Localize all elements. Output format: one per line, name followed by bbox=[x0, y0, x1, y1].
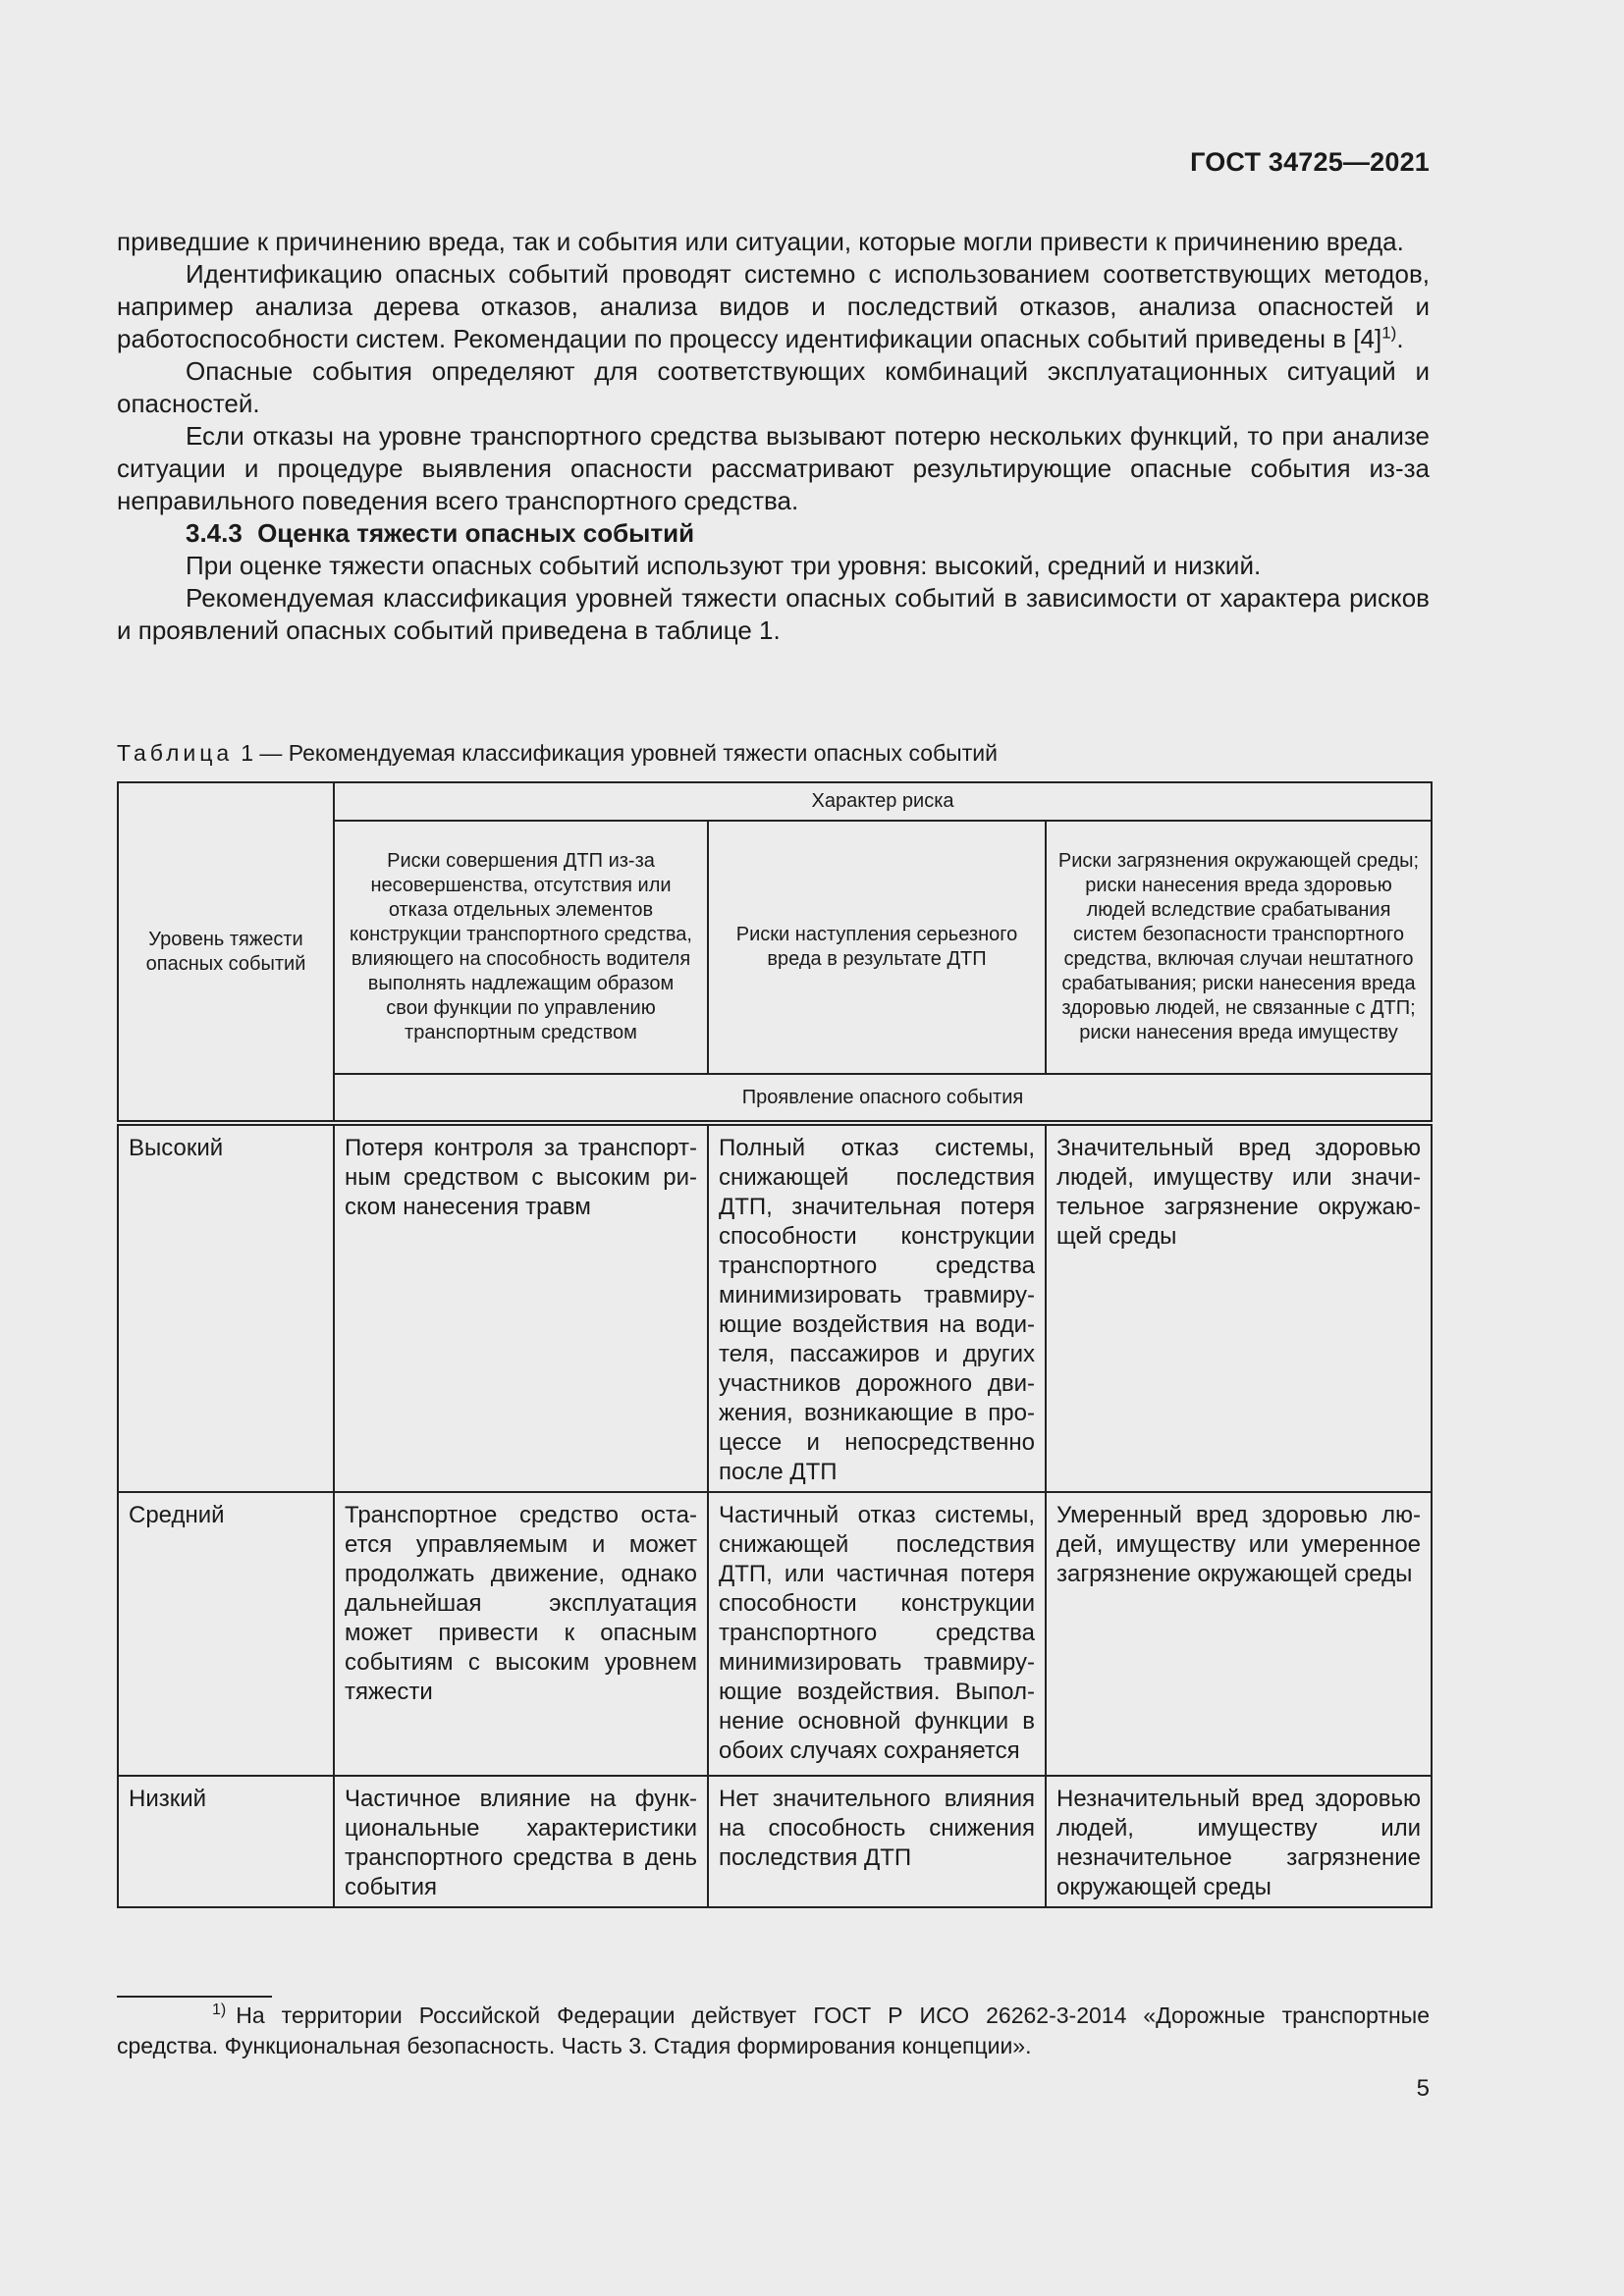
header-risk-col3: Риски загрязнения окружающей среды; риски нанесения вреда здоровью людей вследствие срабатывания систем безопасности транспортного средства, включая случаи нештатного срабатывания; риски нанесения вреда здоровью людей, не связанные с ДТП; риски нанесения вреда имуществу bbox=[1046, 821, 1432, 1074]
paragraph: приведшие к причинению вреда, так и события или ситуации, которые могли привести к причинению вреда. bbox=[117, 227, 1404, 256]
table-cell: Незначительный вред здоровью людей, имуществу или незначительное загрязнение окружающей среды bbox=[1046, 1776, 1432, 1907]
page-number: 5 bbox=[1416, 2075, 1430, 2102]
table-row bbox=[118, 1492, 1432, 1776]
paragraph: При оценке тяжести опасных событий используют три уровня: высокий, средний и низкий. bbox=[186, 551, 1262, 580]
paragraph: Если отказы на уровне транспортного средства вызывают потерю нескольких функций, то при анализе ситуации и процедуре выявления опасности рассматривают результирующие опасные события из-за неправильного поведения всего транспортного средства. bbox=[117, 421, 1430, 515]
paragraph: Рекомендуемая классификация уровней тяжести опасных событий в зависимости от характера рисков и проявлений опасных событий приведена в таблице 1. bbox=[117, 583, 1430, 645]
footnote-ref[interactable]: 1) bbox=[1381, 323, 1397, 343]
table-cell: Потеря контроля за транспортным средством с высоким риском нанесения травм bbox=[334, 1123, 708, 1492]
standard-code: ГОСТ 34725—2021 bbox=[1190, 147, 1430, 177]
table-row bbox=[118, 1776, 1432, 1907]
table-cell: Частичное влияние на функциональные характеристики транспортного средства в день события bbox=[334, 1776, 708, 1907]
paragraph bbox=[117, 258, 1430, 355]
paragraph-text: Идентификацию опасных событий проводят системно с использованием соответствующих методов, например анализа дерева отказов, анализа видов и последствий отказов, анализа опасностей и работоспособности систем. Рекомендации по процессу идентификации опасных событий приведены в [4] bbox=[117, 259, 1430, 353]
severity-table bbox=[117, 781, 1433, 1908]
section-number: 3.4.3 bbox=[186, 518, 243, 548]
severity-level: Высокий bbox=[118, 1123, 334, 1492]
table-caption-label: Таблица bbox=[117, 740, 234, 766]
footnote-divider bbox=[117, 1996, 272, 1998]
section-title: Оценка тяжести опасных событий bbox=[257, 518, 695, 548]
table-caption-text: 1 — Рекомендуемая классификация уровней тяжести опасных событий bbox=[241, 740, 998, 766]
table-cell: Нет значительного влияния на способность снижения последствия ДТП bbox=[708, 1776, 1046, 1907]
header-risk-nature: Характер риска bbox=[334, 782, 1432, 821]
section-heading bbox=[117, 517, 1430, 550]
header-manifestation: Проявление опасного события bbox=[334, 1074, 1432, 1123]
header-risk-col1: Риски совершения ДТП из-за несовершенства, отсутствия или отказа отдельных элементов конструкции транспортного средства, влияющего на способность водителя выполнять надлежащим образом свои функции по управлению транспортным средством bbox=[334, 821, 708, 1074]
table-cell: Полный отказ системы, снижающей последствия ДТП, значительная потеря способности конструкции транспортного средства минимизировать травмирующие воздействия на водителя, пассажиров и других участников дорожного движения, возникающие в процессе и непосредственно после ДТП bbox=[708, 1123, 1046, 1492]
footnote-mark: 1) bbox=[212, 2002, 227, 2019]
header-risk-col2: Риски наступления серьезного вреда в результате ДТП bbox=[708, 821, 1046, 1074]
footnote bbox=[117, 2001, 1430, 2061]
table-row bbox=[118, 1123, 1432, 1492]
body-text bbox=[117, 226, 1430, 647]
table-cell: Значительный вред здоровью людей, имуществу или значительное загрязнение окружающей среды bbox=[1046, 1123, 1432, 1492]
table-cell: Умеренный вред здоровью людей, имуществу или умеренное загрязнение окружающей среды bbox=[1046, 1492, 1432, 1776]
paragraph: Опасные события определяют для соответствующих комбинаций эксплуатационных ситуаций и опасностей. bbox=[117, 356, 1430, 418]
severity-level: Низкий bbox=[118, 1776, 334, 1907]
severity-level: Средний bbox=[118, 1492, 334, 1776]
table-cell: Частичный отказ системы, снижающей последствия ДТП, или частичная потеря способности конструкции транспортного средства минимизировать травмирующие воздействия. Выполнение основной функции в обоих случаях сохраняется bbox=[708, 1492, 1046, 1776]
header-severity-level: Уровень тяжести опасных событий bbox=[118, 782, 334, 1123]
footnote-text: На территории Российской Федерации действует ГОСТ Р ИСО 26262-3-2014 «Дорожные транспортные средства. Функциональная безопасность. Часть 3. Стадия формирования концепции». bbox=[117, 2002, 1430, 2058]
paragraph-end: . bbox=[1396, 324, 1404, 353]
table-cell: Транспортное средство остается управляемым и может продолжать движение, однако дальнейшая эксплуатация может привести к опасным событиям с высоким уровнем тяжести bbox=[334, 1492, 708, 1776]
table-caption bbox=[117, 740, 998, 767]
